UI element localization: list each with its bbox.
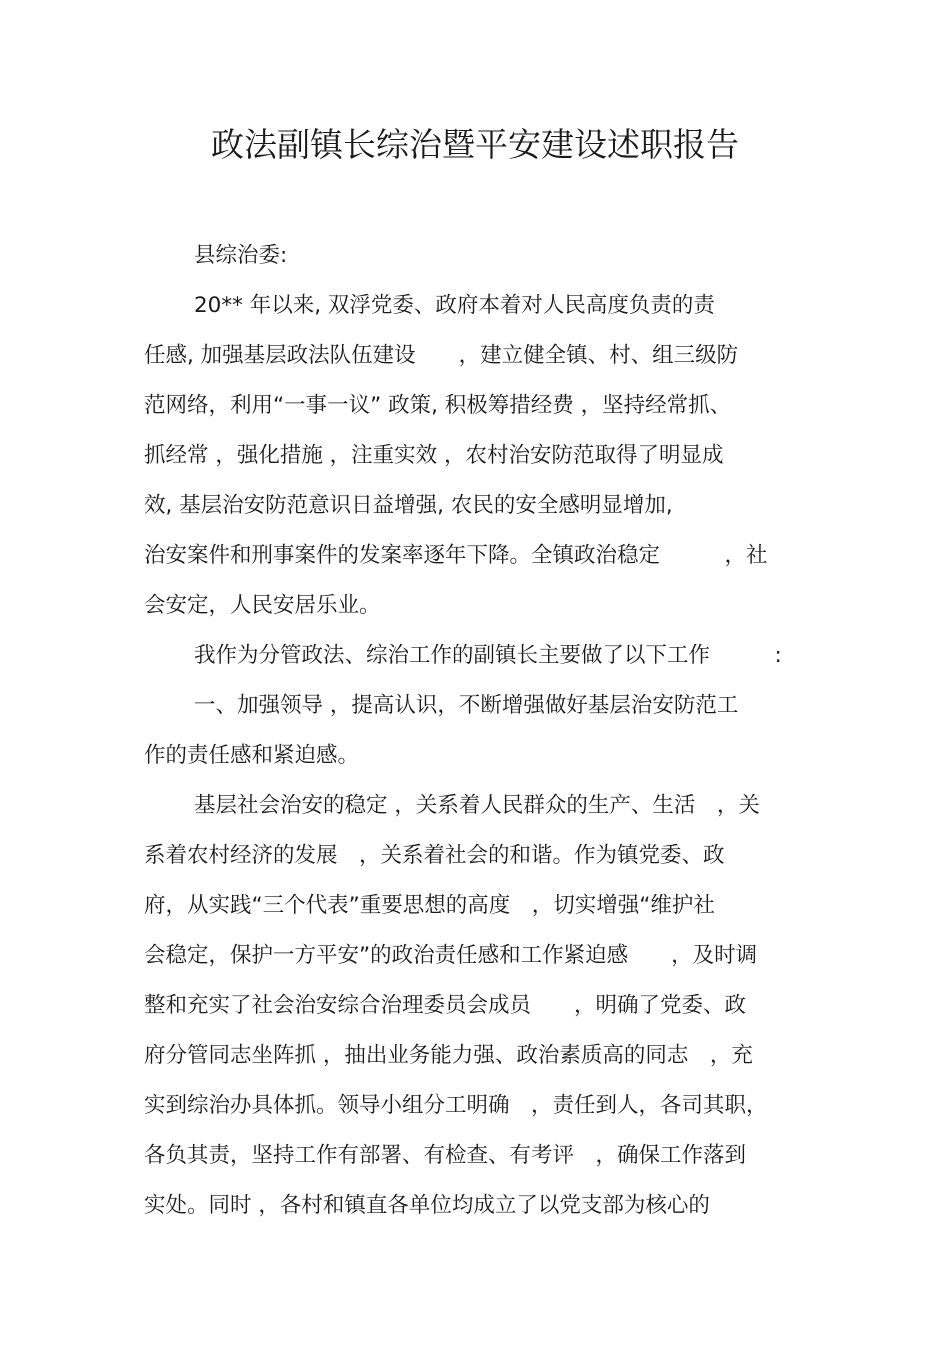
text-line: 各负其责，坚持工作有部署、有检查、有考评 ，确保工作落到	[144, 1143, 747, 1168]
text-line: 会安定，人民安居乐业。	[144, 593, 381, 618]
text-line: 实处。同时 ，各村和镇直各单位均成立了以党支部为核心的	[144, 1193, 710, 1218]
text-line: 效, 基层治安防范意识日益增强, 农民的安全感明显增加,	[144, 493, 673, 518]
text-line: 20** 年以来, 双浮党委、政府本着对人民高度负责的责	[194, 293, 715, 318]
text-line: 县综治委:	[194, 243, 288, 268]
text-line: 治安案件和刑事案件的发案率逐年下降。全镇政治稳定 ，社	[144, 543, 768, 568]
document-title: 政法副镇长综治暨平安建设述职报告	[211, 125, 739, 164]
text-line: 实到综治办具体抓。领导小组分工明确 ，责任到人，各司其职，	[144, 1093, 768, 1118]
text-line: 整和充实了社会治安综合治理委员会成员 ，明确了党委、政	[144, 993, 747, 1018]
text-line: 府，从实践“三个代表”重要思想的高度 ，切实增强“维护社	[144, 893, 715, 918]
section-heading: 作的责任感和紧迫感。	[144, 743, 360, 768]
section-heading: 一、加强领导 ，提高认识，不断增强做好基层治安防范工	[194, 693, 739, 718]
text-line: 府分管同志坐阵抓 ，抽出业务能力强、政治素质高的同志 ，充	[144, 1043, 753, 1068]
text-line: 范网络，利用“一事一议” 政策, 积极筹措经费 ，坚持经常抓、	[144, 393, 732, 418]
text-line: 任感, 加强基层政法队伍建设 ，建立健全镇、村、组三级防	[144, 343, 739, 368]
text-line: 抓经常 ，强化措施 ，注重实效 ，农村治安防范取得了明显成	[144, 443, 724, 468]
text-line: 我作为分管政法、综治工作的副镇长主要做了以下工作 :	[194, 643, 782, 668]
text-line: 基层社会治安的稳定 ，关系着人民群众的生产、生活 ，关	[194, 793, 760, 818]
text-line: 系着农村经济的发展 ，关系着社会的和谐。作为镇党委、政	[144, 843, 725, 868]
text-line: 会稳定，保护一方平安”的政治责任感和工作紧迫感 ，及时调	[144, 943, 758, 968]
